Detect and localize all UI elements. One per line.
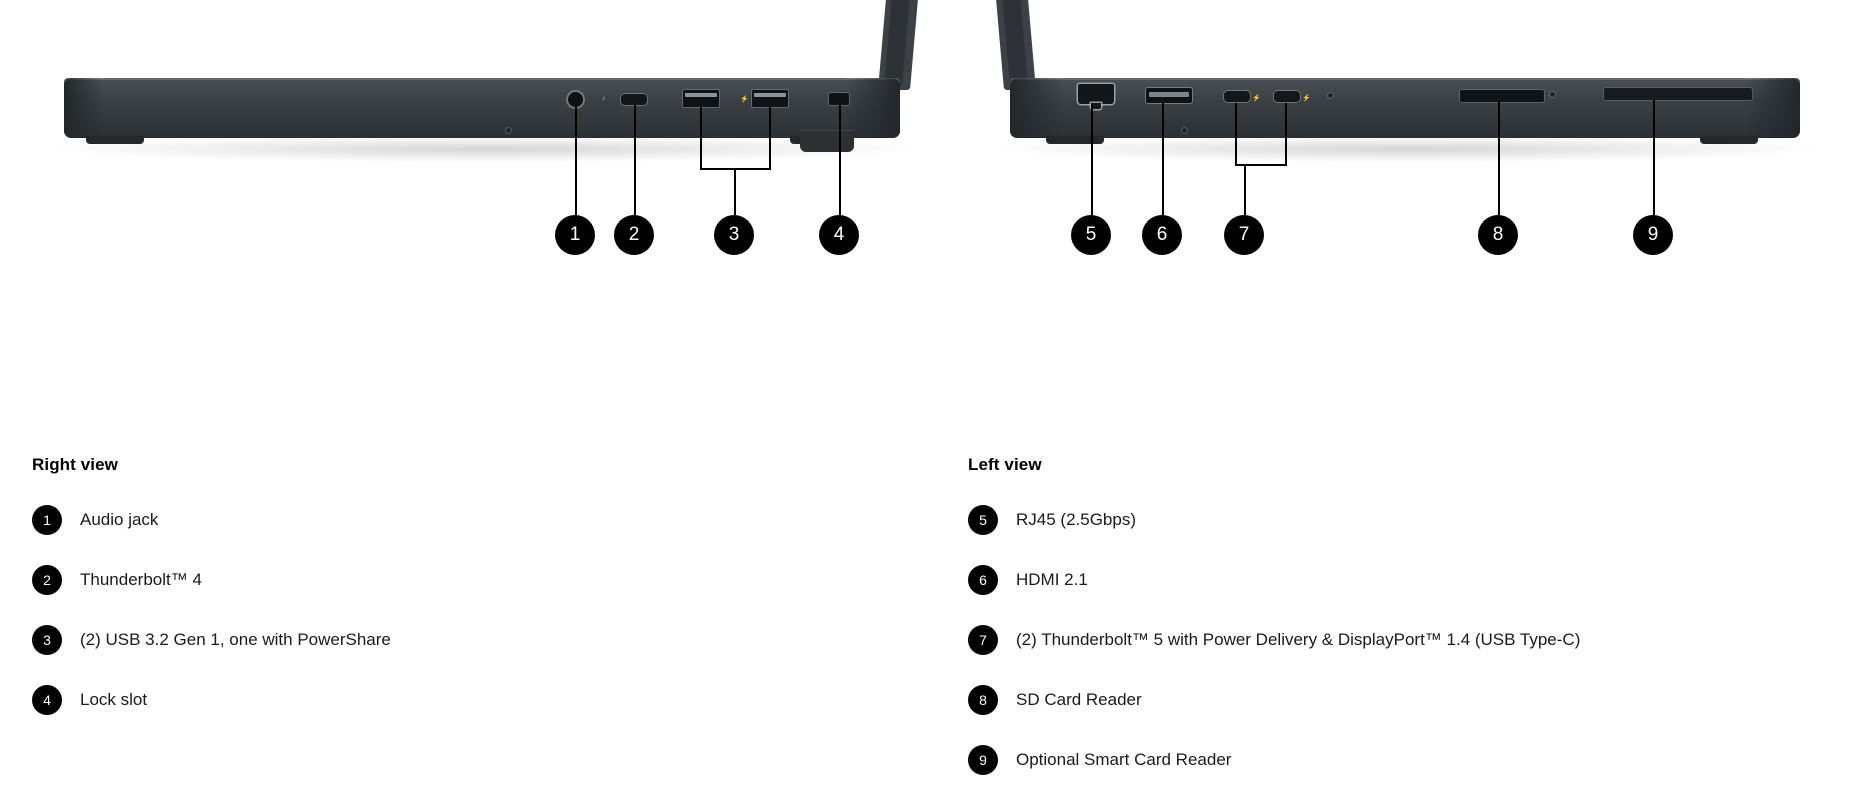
thunderbolt-icon: ⚡	[1252, 95, 1261, 102]
list-item	[968, 625, 1580, 655]
callout-5: 5	[1071, 215, 1111, 255]
leader-line-9	[1653, 100, 1655, 215]
screw-detail	[506, 128, 511, 133]
list-item	[32, 685, 391, 715]
list-item	[32, 625, 391, 655]
laptop-base-right-corner	[846, 78, 900, 138]
callout-6: 6	[1142, 215, 1182, 255]
rj45-port	[1078, 84, 1114, 104]
list-item	[968, 565, 1580, 595]
audio-jack-port	[568, 92, 583, 107]
laptop-base-left-corner	[1010, 78, 1064, 138]
legend-label-2: Thunderbolt™ 4	[80, 570, 202, 589]
callout-9: 9	[1633, 215, 1673, 255]
leader-line-3	[734, 168, 736, 215]
callout-3: 3	[714, 215, 754, 255]
callout-2: 2	[614, 215, 654, 255]
hinge-block	[800, 130, 854, 152]
laptop-base	[64, 78, 900, 138]
list-item	[968, 505, 1580, 535]
leader-line-2	[634, 105, 636, 215]
callout-7: 7	[1224, 215, 1264, 255]
callout-8: 8	[1478, 215, 1518, 255]
legend-badge-3: 3	[32, 625, 62, 655]
legend-label-8: SD Card Reader	[1016, 690, 1142, 709]
leader-line-4	[839, 105, 841, 215]
usb-a-port-powershare	[752, 90, 788, 107]
usb-a-port	[683, 90, 719, 107]
legend-label-7: (2) Thunderbolt™ 5 with Power Delivery & DisplayPort™ 1.4 (USB Type-C)	[1016, 630, 1581, 649]
leader-bracket-7-top	[1235, 164, 1287, 166]
laptop-shadow	[52, 136, 920, 162]
legend-label-3: (2) USB 3.2 Gen 1, one with PowerShare	[80, 630, 391, 649]
list-item	[32, 565, 391, 595]
legend-left-view	[968, 455, 1580, 805]
powershare-icon: ⚡	[740, 96, 749, 103]
lock-slot-port	[829, 93, 849, 105]
chassis-edge-highlight	[70, 79, 892, 80]
legend-badge-7: 7	[968, 625, 998, 655]
legend-label-9: Optional Smart Card Reader	[1016, 750, 1232, 769]
legend-badge-1: 1	[32, 505, 62, 535]
legend-badge-2: 2	[32, 565, 62, 595]
legend-badge-5: 5	[968, 505, 998, 535]
leader-line-1	[575, 107, 577, 215]
thunderbolt-icon: ⚡	[1302, 95, 1311, 102]
legend-right-view	[32, 455, 391, 745]
leader-line-6	[1162, 103, 1164, 215]
thunderbolt-5-port	[1274, 91, 1300, 102]
legend-label-5: RJ45 (2.5Gbps)	[1016, 510, 1136, 529]
status-led	[1328, 93, 1333, 98]
laptop-right-side-view	[0, 0, 940, 290]
legend-right-view-title: Right view	[32, 455, 119, 474]
leader-bracket-7-right	[1285, 103, 1287, 165]
smart-card-reader-port	[1604, 88, 1752, 100]
legend-label-1: Audio jack	[80, 510, 159, 529]
leader-line-5	[1091, 104, 1093, 215]
thunderbolt-5-port	[1224, 91, 1250, 102]
laptop-base-left-corner	[64, 78, 104, 138]
laptop-shadow	[998, 136, 1820, 162]
port-diagram	[0, 0, 1861, 290]
legend-label-4: Lock slot	[80, 690, 148, 709]
headphone-icon: ♪	[602, 95, 606, 102]
legend-label-6: HDMI 2.1	[1016, 570, 1088, 589]
leader-bracket-3-left	[700, 107, 702, 169]
thunderbolt-4-port	[621, 94, 647, 105]
leader-line-7	[1244, 164, 1246, 215]
sd-card-reader-port	[1460, 90, 1544, 102]
list-item	[32, 505, 391, 535]
legend-left-view-title: Left view	[968, 455, 1042, 474]
laptop-base-right-corner	[1746, 78, 1800, 138]
list-item	[968, 745, 1580, 775]
sd-indicator-dot	[1550, 92, 1555, 97]
legend-badge-4: 4	[32, 685, 62, 715]
leader-bracket-7-left	[1235, 103, 1237, 165]
chassis-edge-highlight	[1016, 79, 1794, 80]
laptop-left-side-view	[960, 0, 1861, 290]
leader-bracket-3-right	[769, 107, 771, 169]
legend-badge-8: 8	[968, 685, 998, 715]
screw-detail	[1182, 128, 1187, 133]
leader-line-8	[1498, 102, 1500, 215]
hdmi-port	[1146, 88, 1192, 103]
legend-badge-6: 6	[968, 565, 998, 595]
list-item	[968, 685, 1580, 715]
callout-4: 4	[819, 215, 859, 255]
legend-badge-9: 9	[968, 745, 998, 775]
laptop-base	[1010, 78, 1800, 138]
callout-1: 1	[555, 215, 595, 255]
